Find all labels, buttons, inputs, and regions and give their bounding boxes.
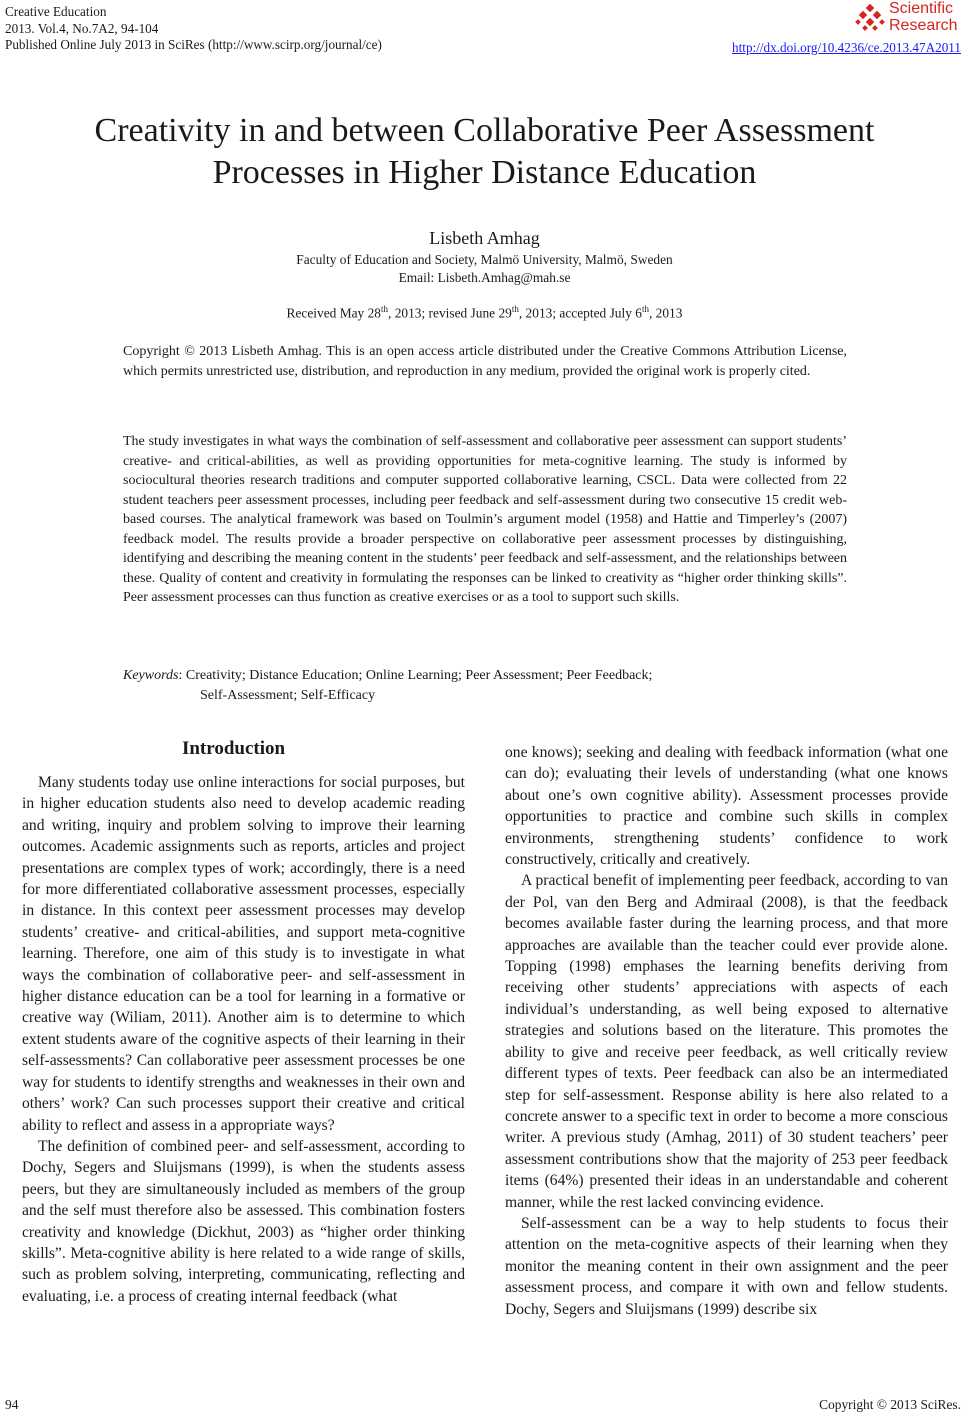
article-title: Creativity in and between Collaborative Peer Assessment Processes in Higher Distance Education <box>94 112 875 191</box>
body-column-left <box>22 772 465 1307</box>
footer-copyright: Copyright © 2013 SciRes. <box>819 1397 961 1412</box>
paragraph: A practical benefit of implementing peer feedback, according to van der Pol, van den Berg and Admiraal (2008), is that the feedback becomes available faster during the learning process, and that more approaches are available than the teacher could ever provide alone. Topping (1998) emphases the learning benefits deriving from receiving other students’ appreciations with aspects of each individual’s understanding, as well being exposed to alternative strategies and solutions based on the literature. This promotes the ability to give and receive peer feedback, as well critically review different types of texts. Peer feedback can also be an intermediated step for self-assessment. Response ability is here also related to a concrete answer to a specific text in order to become a more conscious writer. A previous study (Amhag, 2011) of 30 student teachers’ peer assessment contributions show that the majority of 253 peer feedback items (64%) presented their ideas in an understandable and coherent manner, while the rest lacked convincing evidence. <box>505 872 948 1211</box>
paragraph: one knows); seeking and dealing with feedback information (what one can do); evaluating their levels of understanding (what one knows about one’s own cognitive ability). Assessment processes provide opportunities to practice and combine such skills in complex environments, strengthening students’ confidence to work constructively, critically and creatively. <box>505 744 948 869</box>
logo-mark-icon <box>855 4 887 34</box>
author-affiliation <box>0 251 969 287</box>
logo-word-scientific: Scientific <box>889 0 954 17</box>
paragraph: The definition of combined peer- and self-assessment, according to Dochy, Segers and Sluijsmans (1999), is when the students assess peers, but they are simultaneously included as members of the group and the self must therefore also be assessed. This combination fosters creativity and knowledge (Dickhut, 2003) as “higher order thinking skills”. Meta-cognitive ability is here related to a wide range of skills, such as problem solving, interpreting, communicating, reflecting and evaluating, i.e. a process of creating internal feedback (what <box>22 1137 465 1305</box>
received-dates: Received May 28th, 2013; revised June 29th, 2013; accepted July 6th, 2013 <box>286 304 683 321</box>
keywords-line-1: : Creativity; Distance Education; Online Learning; Peer Assessment; Peer Feedback; <box>178 668 653 683</box>
paragraph: Many students today use online interactions for social purposes, but in higher education students also need to develop academic reading and writing, inquiry and problem solving to improve their learning outcomes. Academic assignments such as reports, articles and project presentations are complex types of work; accordingly, there is a need for more differentiated collaborative assessment processes, especially in distance. In this context peer assessment processes may develop students’ creative- and critical-abilities, and support meta-cognitive learning. Therefore, one aim of this study is to investigate in what ways the combination of collaborative peer- and self-assessment in higher distance education can be a tool for learning in a formative or creative way (Wiliam, 2011). Another aim is to determine to which extent students aware of the cognitive aspects of their learning in their self-assessments? Can collaborative peer assessment processes be one way for students to identify strengths and weaknesses in their own and others’ work? Can such processes support their creative and critical ability to reflect and assess in a appropriate ways? <box>22 774 465 1134</box>
author-name: Lisbeth Amhag <box>429 228 540 248</box>
body-column-right <box>505 742 948 1320</box>
scientific-research-logo <box>855 0 965 38</box>
paragraph: Self-assessment can be a way to help students to focus their attention on the meta-cognitive aspects of their learning when they monitor the meaning content in their own assignment and the peer assessment process, and compare it with own and fellow students. Dochy, Segers and Sluijsmans (1999) describe six <box>505 1214 948 1318</box>
abstract: The study investigates in what ways the combination of self-assessment and collaborative peer assessment can support students’ creative- and critical-abilities, as well as providing opportunities for meta-cognitive learning. The study is informed by sociocultural theories research traditions and computer supported collaborative learning, CSCL. Data were collected from 22 student teachers peer assessment processes, including peer feedback and self-assessment during two consecutive 15 credit web-based courses. The analytical framework was based on Toulmin’s argument model (1958) and Hattie and Timperley’s (2007) feedback model. The results provide a broader perspective on collaborative peer assessment processes by distinguishing, identifying and describing the meaning content in the students’ peer feedback and self-assessment, and the relationships between these. Quality of content and creativity in formulating the responses can be linked to creativity as “higher order thinking skills”. Peer assessment processes can thus function as creative exercises or as a tool to support such skills. <box>123 434 847 605</box>
copyright-notice: Copyright © 2013 Lisbeth Amhag. This is an open access article distributed under the Creative Commons Attribution License, which permits unrestricted use, distribution, and reproduction in any medium, provided the original work is properly cited. <box>123 344 847 379</box>
keywords-label: Keywords <box>123 668 179 683</box>
journal-volume: 2013. Vol.4, No.7A2, 94-104 <box>5 20 159 36</box>
journal-name: Creative Education <box>5 4 107 19</box>
page-number: 94 <box>5 1397 19 1412</box>
doi-link[interactable]: http://dx.doi.org/10.4236/ce.2013.47A2011 <box>732 40 961 55</box>
author-email: Email: Lisbeth.Amhag@mah.se <box>398 270 571 285</box>
affiliation-text: Faculty of Education and Society, Malmö University, Malmö, Sweden <box>296 252 673 267</box>
keywords-line-2: Self-Assessment; Self-Efficacy <box>200 688 376 703</box>
section-heading-introduction: Introduction <box>181 738 286 759</box>
keywords <box>123 666 847 706</box>
logo-word-research: Research <box>889 17 958 34</box>
publication-info: Published Online July 2013 in SciRes (http://www.scirp.org/journal/ce) <box>5 37 382 52</box>
running-header <box>5 4 382 54</box>
